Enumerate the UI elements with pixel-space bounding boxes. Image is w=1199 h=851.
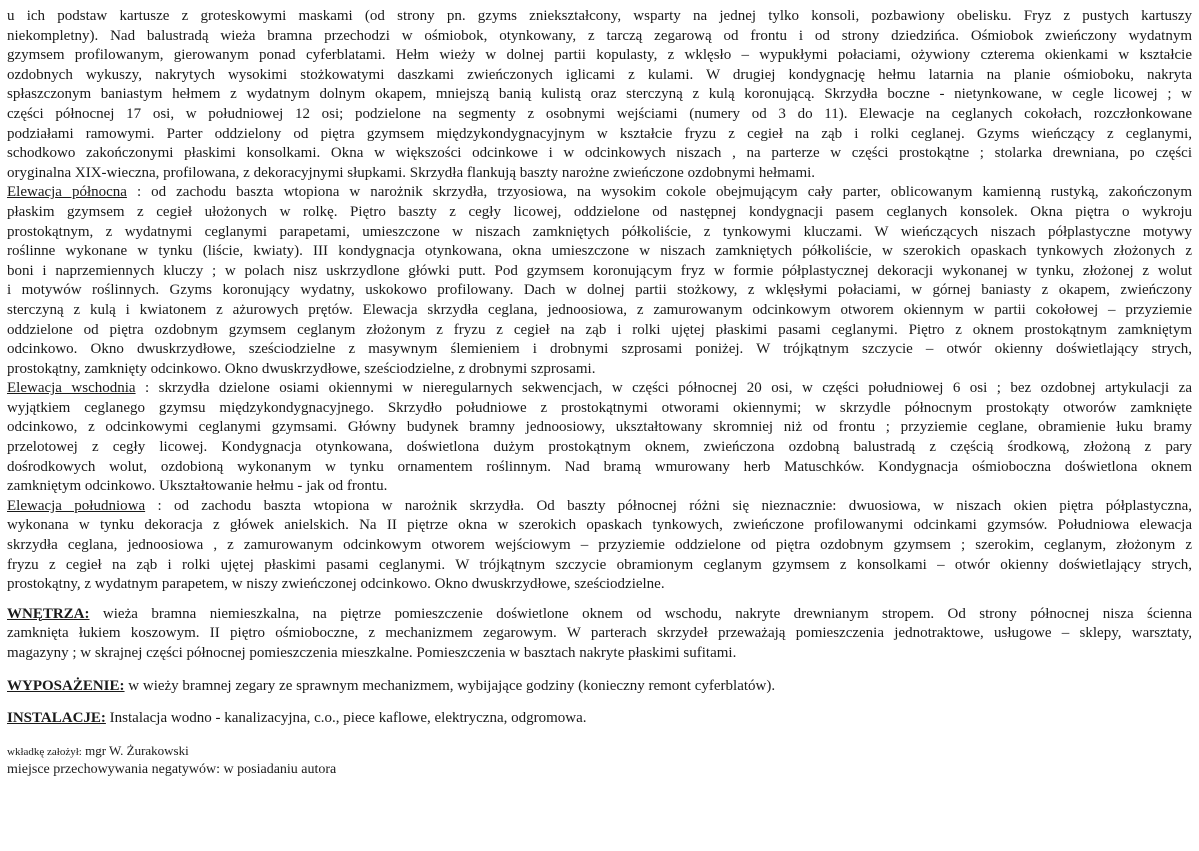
text-line: schodkowo zakończonymi płaskimi konsolkami. Okna w większości odcinkowe i w odcinkowych niszach , na parterze w części prostokątne ; stolarka drewniana, po części — [7, 145, 1192, 162]
document-page — [7, 7, 1192, 779]
text-line: spłaszczonym baniastym hełmem z wydatnym dolnym okapem, mniejszą banią kulistą oraz sterczyną z kulą koronującą. Skrzydła boczne - nietynkowane, w cegle licowej ; w — [7, 86, 1192, 103]
section-text: wieża bramna niemieszkalna, na piętrze pomieszczenie doświetlone oknem od wschodu, nakryte drewnianym stropem. Od strony północnej nisza ścienna — [89, 605, 1192, 622]
text-line: wyjątkiem ceglanego gzymsu międzykondygnacyjnego. Skrzydło południowe z prostokątnymi otworami okiennymi; w skrzydle północnym prostokąty otworów zamknięte — [7, 399, 1192, 416]
installations-text: Instalacja wodno - kanalizacyjna, c.o., piece kaflowe, elektryczna, odgromowa. — [105, 710, 587, 727]
installations-paragraph — [7, 709, 1192, 729]
text-line — [7, 497, 1192, 517]
installations-label: INSTALACJE: — [7, 710, 106, 727]
interiors-paragraph — [7, 605, 1192, 664]
section-label: Elewacja północna — [7, 184, 127, 201]
section-text: : od zachodu baszta wtopiona w narożnik skrzydła. Od baszty północnej różni się nieznacznie: dwuosiowa, w niszach okien piętra półplastyczna, — [145, 497, 1192, 514]
text-line: prostokątny, z wydatnym parapetem, w niszy zwieńczonej odcinkowo. Okno dwuskrzydłowe, sześciodzielne. — [7, 576, 665, 593]
text-line: skrzydła ceglana, jednoosiowa , z zamurowanym odcinkowym otworem wejściowym – przyziemie oddzielone od piętra ozdobnym gzymsem ; szerokim, ceglanym, złożonym z — [7, 537, 1192, 554]
text-line: odcinkowo, z odcinkowymi ceglanymi gzymsami. Główny budynek bramny jednoosiowy, ukształtowany skromniej niż od frontu ; przyziemie ceglane, obramienie łuku bramy — [7, 419, 1192, 436]
text-line: części północnej 17 osi, w południowej 12 osi; podzielone na segmenty z osobnymi wejściami (numery od 3 do 11). Elewacje na ceglanych cokołach, rozczłonkowane — [7, 105, 1192, 122]
north-elevation-paragraph — [7, 183, 1192, 379]
text-line — [7, 183, 1192, 203]
text-line: i motywów roślinnych. Gzyms koronujący wydatny, uskokowo profilowany. Dach w dolnej partii stożkowy, z wklęsłymi połaciami, w górnej baniasty z okapem, zwieńczony — [7, 282, 1192, 299]
text-line: płaskim gzymsem z cegieł ułożonych w rolkę. Piętro baszty z cegły licowej, oddzielone od następnej kondygnacji pasem ceglanych konsolek. Okna piętra o wykroju — [7, 203, 1192, 220]
text-line: magazyny ; w skrajnej części północnej pomieszczenia mieszkalne. Pomieszczenia w basztach nakryte płaskimi sufitami. — [7, 645, 737, 661]
section-label: WNĘTRZA: — [7, 605, 90, 622]
text-line: podziałami ramowymi. Parter oddzielony od piętra gzymsem międzykondygnacyjnym w kształcie fryzu z cegieł na ząb i rolki ceglanej. Gzyms wieńczący z ceglanymi, — [7, 125, 1192, 142]
negatives-location: miejsce przechowywania negatywów: w posiadaniu autora — [7, 761, 337, 777]
text-line: prostokątny, zamknięty odcinkowo. Okno dwuskrzydłowe, sześciodzielne, z drobnymi szprosami. — [7, 360, 596, 377]
text-line: ozdobnych wykuszy, nakrytych wysokimi stożkowatymi daszkami zwieńczonych iglicami z kulami. W drugiej kondygnację hełmu latarnia na planie ośmioboku, nakryta — [7, 66, 1192, 83]
text-line: fryzu z cegieł na ząb i rolki ujętej płaskimi pasami ceglanymi. W trójkątnym szczycie obramionym ceglanym gzymsem z konsolkami – otwór okienny doświetlający strych, — [7, 556, 1192, 573]
text-line: zamknięta łukiem koszowym. II piętro ośmioboczne, z mechanizmem zegarowym. W parterach skrzydeł przeważają pomieszczenia jednotraktowe, usługowe – sklepy, warsztaty, — [7, 625, 1192, 642]
equipment-text: w wieży bramnej zegary ze sprawnym mechanizmem, wybijające godziny (konieczny remont cyferblatów). — [124, 677, 776, 694]
author-name: mgr W. Żurakowski — [81, 742, 189, 758]
text-line: prostokątnym, z wydatnymi ceglanymi parapetami, umieszczone w niszach zamkniętych półkoliście, z tynkowymi kluczami. W wieńczących niszach półplastyczne motywy — [7, 223, 1192, 240]
text-line: roślinne wykonane w tynku (liście, kwiaty). III kondygnacja otynkowana, okna umieszczone w niszach zamkniętych półkoliście, w szerokich opaskach tynkowych złożonych z — [7, 243, 1192, 260]
equipment-label: WYPOSAŻENIE: — [7, 677, 125, 694]
text-line: przelotowej z cegły licowej. Kondygnacja otynkowana, doświetlona dużym prostokątnym oknem, zwieńczona ozdobną balustradą z częścią środkową, złożoną z pary — [7, 439, 1192, 456]
author-label: wkładkę założył: — [7, 745, 82, 758]
text-line: wykonana w tynku dekoracja z główek anielskich. Na II piętrze okna w szerokich opaskach tynkowych, zwieńczone profilowanymi odcinkami gzymsów. Południowa elewacja — [7, 517, 1192, 534]
equipment-paragraph — [7, 677, 1192, 697]
intro-paragraph — [7, 7, 1192, 183]
text-line — [7, 605, 1192, 625]
text-line — [7, 379, 1192, 399]
text-line: sterczyną z kulą i kwiatonem z ażurowych prętów. Elewacja skrzydła ceglana, jednoosiowa, z zamurowanym odcinkowym otworem okiennym w partii cokołowej – przyziemie — [7, 301, 1192, 318]
text-line: gzymsem profilowanym, gierowanym ponad cyferblatami. Hełm wieży w dolnej partii kopulasty, z wklęsło – wypukłymi połaciami, ożywiony czterema okienkami w kształcie — [7, 47, 1192, 64]
text-line: u ich podstaw kartusze z groteskowymi maskami (od strony pn. gzyms zniekształcony, wsparty na jednej tylko konsoli, pozbawiony obelisku. Fryz z pustych kartuszy — [7, 8, 1192, 24]
section-text: : od zachodu baszta wtopiona w narożnik skrzydła, trzyosiowa, na wysokim cokole obejmującym cały parter, oblicowanym kamienną rustyką, zakończonym — [126, 184, 1192, 201]
text-line: odcinkowo. Okno dwuskrzydłowe, sześciodzielne z masywnym ślemieniem i drobnymi szprosami poniżej. W trójkątnym szczycie – otwór okienny doświetlający strych, — [7, 341, 1192, 358]
section-label: Elewacja południowa — [7, 497, 146, 514]
author-line — [7, 742, 1192, 760]
text-line: oryginalna XIX-wieczna, profilowana, z dekoracyjnymi słupkami. Skrzydła flankują baszty narożne zwieńczone ozdobnymi hełmami. — [7, 164, 816, 181]
section-label: Elewacja wschodnia — [7, 380, 136, 397]
east-elevation-paragraph — [7, 379, 1192, 497]
section-text: : skrzydła dzielone osiami okiennymi w nieregularnych sekwencjach, w części północnej 20 osi, w części południowej 6 osi ; bez ozdobnej artykulacji za — [135, 380, 1192, 397]
text-line: oddzielone od piętra ozdobnym gzymsem ceglanym złożonym z fryzu z cegieł na ząb i rolki ujętej płaskimi pasami ceglanymi. Piętro z oknem prostokątnym zamkniętym — [7, 321, 1192, 338]
text-line: dośrodkowych wolut, ozdobioną wykonanym w tynku ornamentem roślinnym. Nad bramą wmurowany herb Matuschków. Kondygnacja ośmioboczna doświetlona oknem — [7, 458, 1192, 475]
south-elevation-paragraph — [7, 497, 1192, 595]
text-line: zamkniętym odcinkowo. Ukształtowanie hełmu - jak od frontu. — [7, 478, 388, 495]
text-line: niekompletny). Nad balustradą wieża bramna przechodzi w ośmiobok, otynkowany, z tarczą zegarową od frontu i od strony dziedzińca. Ośmiobok zwieńczony wydatnym — [7, 27, 1192, 44]
text-line: boni i naprzemiennych kluczy ; w polach nisz uskrzydlone główki putt. Pod gzymsem koronującym fryz w formie półplastycznej dekoracji wykonanej w tynku, złożonej z wolut — [7, 262, 1192, 279]
